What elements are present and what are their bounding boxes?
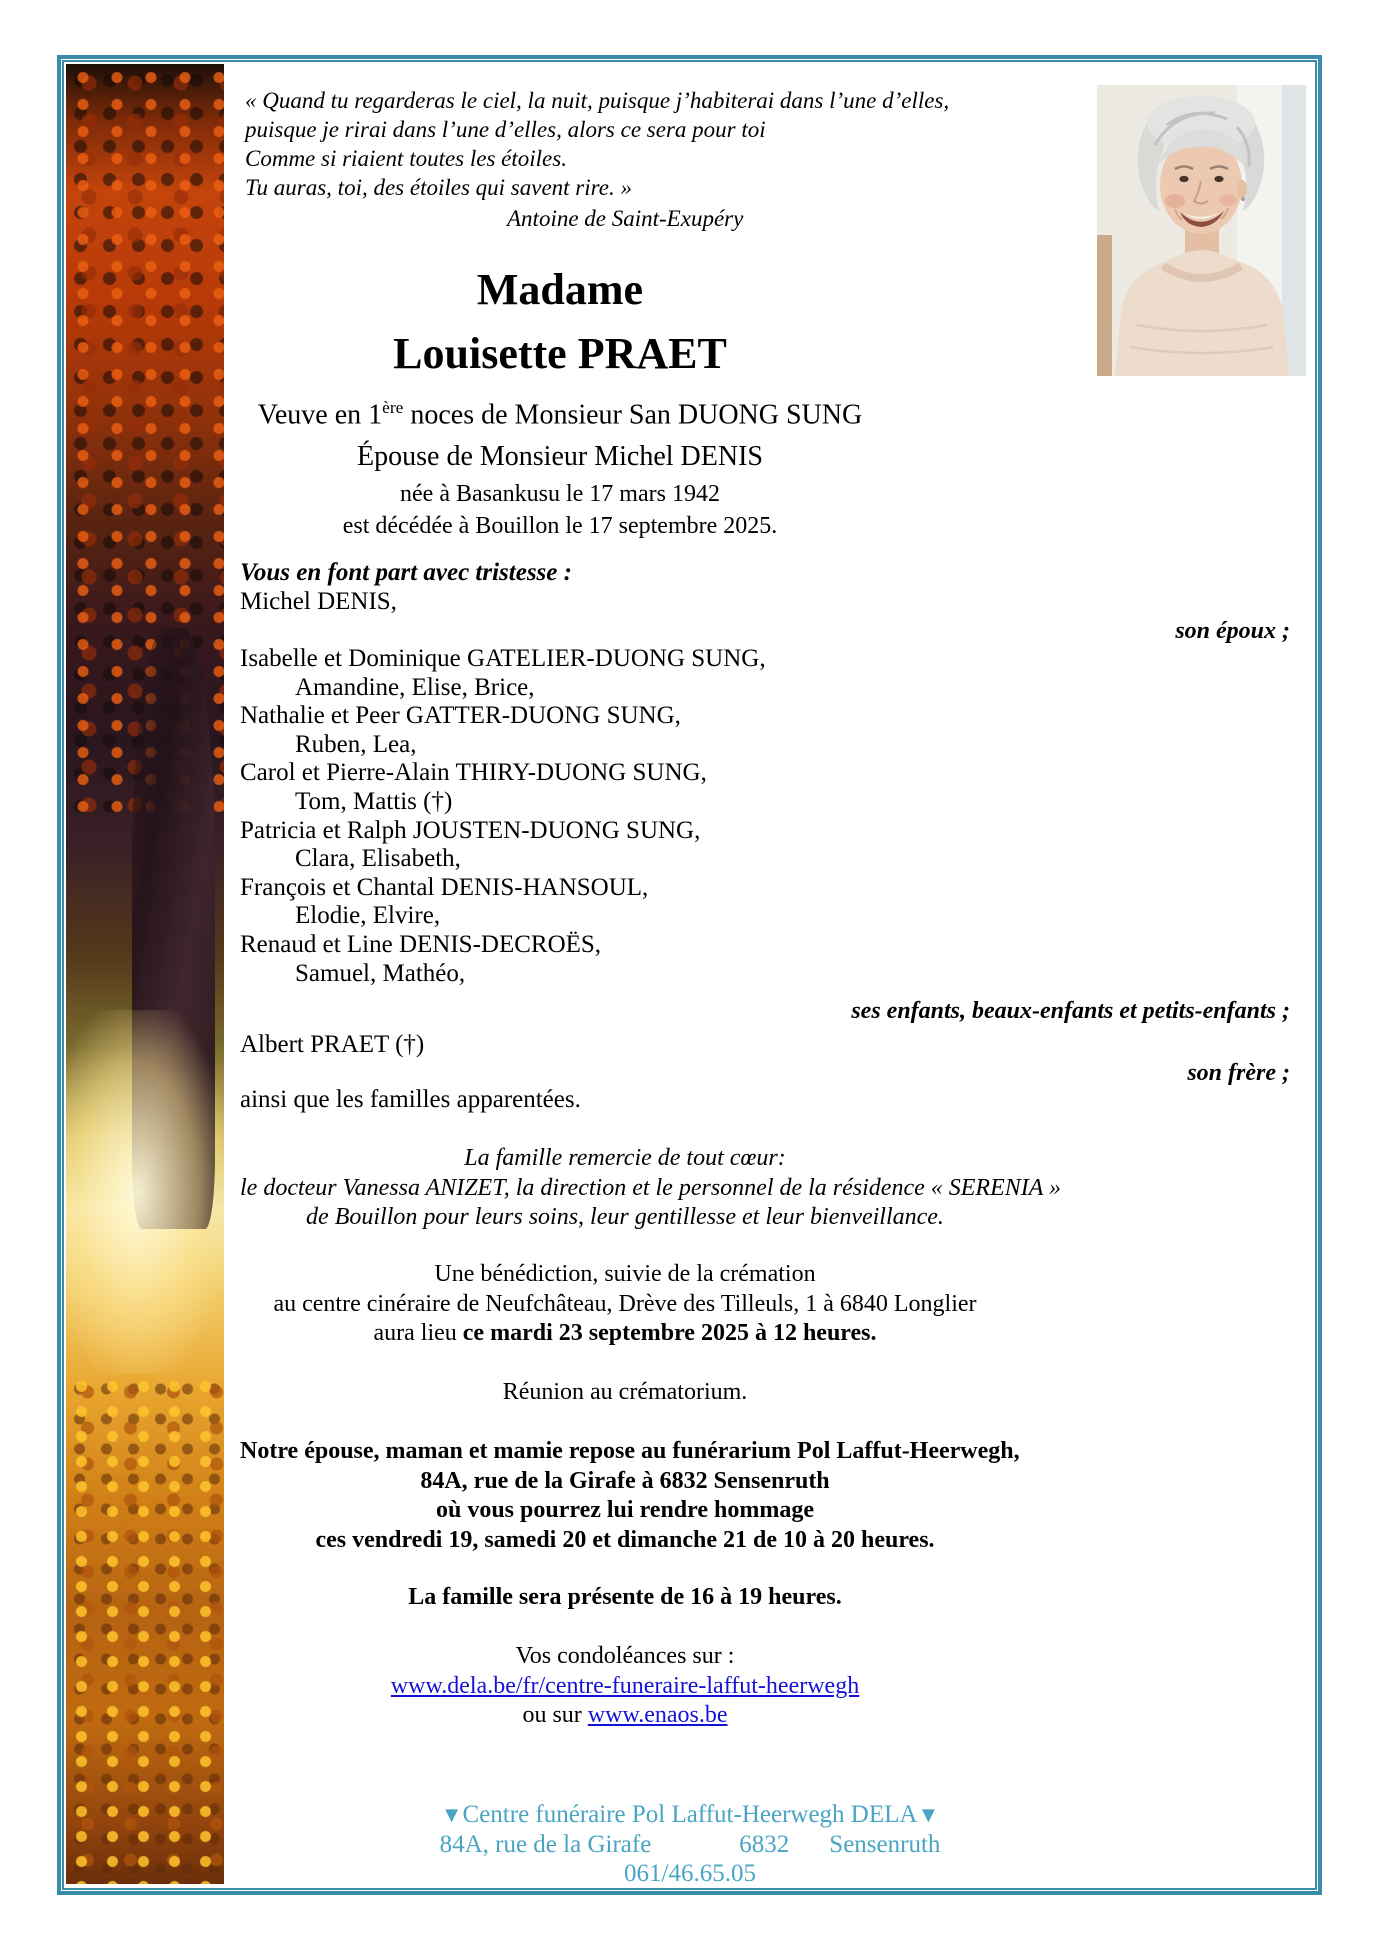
enaos-line-pre: ou sur: [522, 1702, 588, 1728]
widow-line: [190, 386, 930, 437]
thanks-line: le docteur Vanessa ANIZET, la direction et le personnel de la résidence « SERENIA »: [240, 1174, 1061, 1201]
ceremony-date-line: [240, 1319, 1010, 1349]
deceased-name: Louisette PRAET: [393, 329, 727, 378]
funeral-home-phone: 061/46.65.05: [624, 1860, 756, 1887]
funeral-home-footer: [390, 1800, 990, 1889]
thanks-block: [240, 1144, 1061, 1233]
reunion-line: Réunion au crématorium.: [502, 1379, 748, 1405]
family-couple: Carol et Pierre-Alain THIRY-DUONG SUNG,: [240, 759, 707, 787]
announcement-intro-block: [240, 558, 572, 616]
address-city: Sensenruth: [829, 1830, 941, 1858]
deceased-header: [190, 258, 930, 541]
children-role: ses enfants, beaux-enfants et petits-enfants ;: [851, 998, 1290, 1024]
condolences-link-line: [240, 1672, 1010, 1702]
quote-line: puisque je rirai dans l’une d’elles, alors ce sera pour toi: [245, 117, 766, 142]
ceremony-date-bold: ce mardi 23 septembre 2025 à 12 heures.: [462, 1320, 877, 1346]
widow-line-post: noces de Monsieur San DUONG SUNG: [403, 399, 863, 431]
family-children: Elodie, Elvire,: [295, 902, 441, 930]
family-children: Ruben, Lea,: [295, 730, 417, 758]
repose-line: où vous pourrez lui rendre hommage: [435, 1497, 814, 1523]
widow-line-sup: ère: [382, 398, 404, 417]
family-children: Amandine, Elise, Brice,: [295, 673, 535, 701]
family-couple: Renaud et Line DENIS-DECROËS,: [240, 930, 602, 958]
enaos-line: [240, 1701, 1010, 1731]
birth-line: née à Basankusu le 17 mars 1942: [400, 481, 720, 508]
triangle-down-icon: ▼: [917, 1802, 940, 1827]
quote-line: Comme si riaient toutes les étoiles.: [245, 146, 567, 171]
family-couple: François et Chantal DENIS-HANSOUL,: [240, 873, 649, 901]
presence-line: La famille sera présente de 16 à 19 heures.: [408, 1584, 842, 1610]
repose-line: Notre épouse, maman et mamie repose au funérarium Pol Laffut-Heerwegh,: [240, 1438, 1020, 1464]
spouse-line: Épouse de Monsieur Michel DENIS: [357, 441, 763, 473]
repose-block: [240, 1437, 1020, 1555]
family-couple: Nathalie et Peer GATTER-DUONG SUNG,: [240, 702, 681, 730]
funeral-home-name-line: [390, 1800, 990, 1830]
ceremony-line: Une bénédiction, suivie de la crémation: [434, 1261, 816, 1287]
triangle-down-icon: ▼: [440, 1802, 463, 1827]
funeral-home-address: [390, 1830, 990, 1860]
family-list: [240, 645, 766, 988]
sunlight-glow-shape: [66, 1010, 224, 1374]
family-children: Samuel, Mathéo,: [295, 959, 466, 987]
thanks-line: La famille remercie de tout cœur:: [464, 1145, 786, 1171]
family-couple: Patricia et Ralph JOUSTEN-DUONG SUNG,: [240, 816, 701, 844]
dela-website-link[interactable]: www.dela.be/fr/centre-funeraire-laffut-heerwegh: [390, 1672, 860, 1699]
brother-role: son frère ;: [1187, 1060, 1290, 1086]
address-postal: 6832: [739, 1830, 790, 1858]
thanks-line: de Bouillon pour leurs soins, leur gentillesse et leur bienveillance.: [306, 1204, 944, 1230]
brother-name: Albert PRAET (†): [240, 1031, 425, 1058]
family-couple: Isabelle et Dominique GATELIER-DUONG SUNG,: [240, 645, 766, 672]
ceremony-block: [240, 1260, 1010, 1349]
family-children: Tom, Mattis (†): [295, 787, 453, 815]
deceased-title: Madame: [476, 265, 644, 314]
quote-author: Antoine de Saint-Exupéry: [507, 206, 744, 231]
death-line: est décédée à Bouillon le 17 septembre 2025.: [342, 513, 778, 540]
address-street: 84A, rue de la Girafe: [439, 1830, 652, 1858]
repose-line: 84A, rue de la Girafe à 6832 Sensenruth: [420, 1467, 830, 1494]
family-children: Clara, Elisabeth,: [295, 845, 461, 873]
husband-name: Michel DENIS,: [240, 588, 397, 615]
opening-quote: [245, 86, 949, 202]
ceremony-date-pre: aura lieu: [373, 1320, 463, 1346]
repose-line: ces vendredi 19, samedi 20 et dimanche 21 de 10 à 20 heures.: [315, 1526, 935, 1553]
enaos-website-link[interactable]: www.enaos.be: [587, 1702, 728, 1728]
husband-role: son époux ;: [1175, 618, 1290, 644]
condolences-intro: Vos condoléances sur :: [515, 1643, 735, 1669]
extended-families: ainsi que les familles apparentées.: [240, 1086, 581, 1113]
funeral-home-name: Centre funéraire Pol Laffut-Heerwegh DELA: [462, 1801, 918, 1828]
widow-line-pre: Veuve en 1: [257, 399, 383, 431]
announcement-intro: Vous en font part avec tristesse :: [240, 559, 572, 586]
quote-line: Tu auras, toi, des étoiles qui savent rire. »: [245, 175, 632, 200]
quote-line: « Quand tu regarderas le ciel, la nuit, puisque j’habiterai dans l’une d’elles,: [245, 88, 950, 113]
ceremony-line: au centre cinéraire de Neufchâteau, Drève des Tilleuls, 1 à 6840 Longlier: [273, 1290, 977, 1317]
portrait-photo: [1097, 85, 1306, 376]
condolences-block: [240, 1642, 1010, 1731]
